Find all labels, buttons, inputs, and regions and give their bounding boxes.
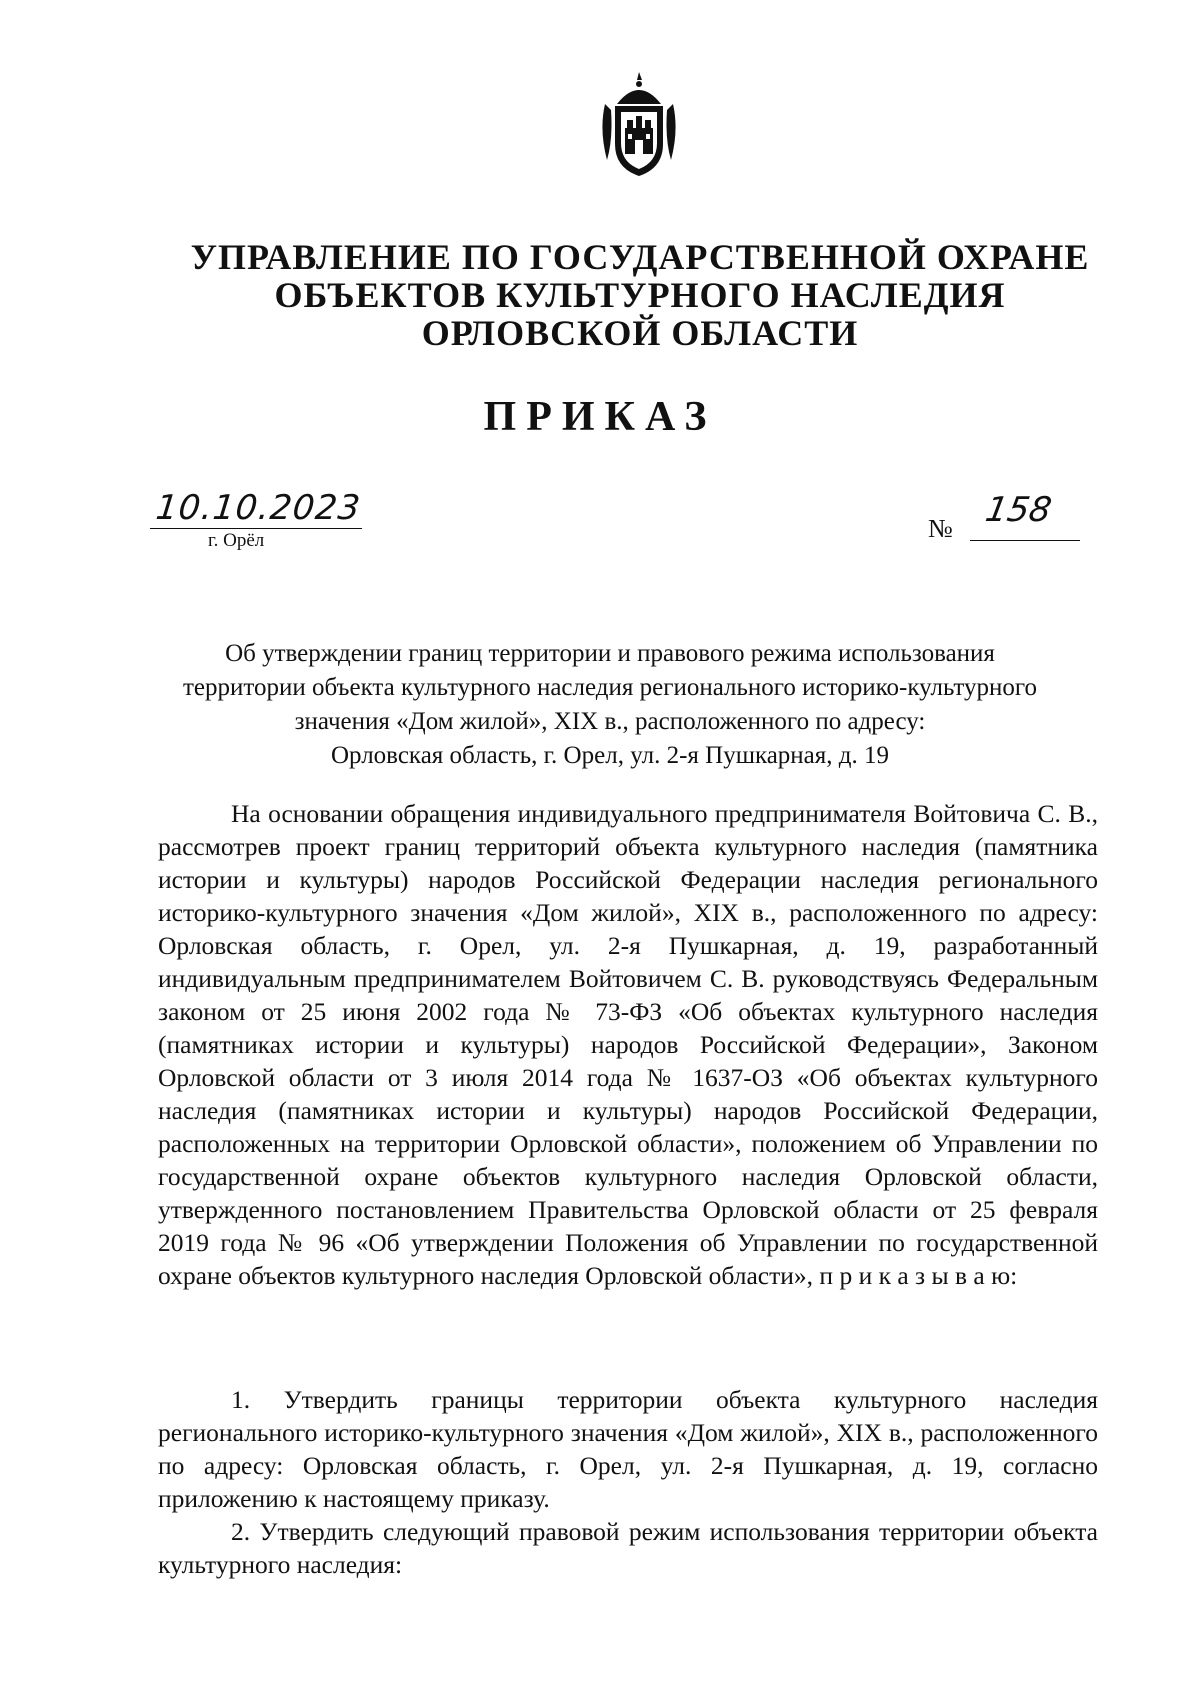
subject-line-3: значения «Дом жилой», XIX в., расположенного по адресу:	[294, 708, 926, 735]
preamble-paragraph: На основании обращения индивидуального предпринимателя Войтовича С. В., рассмотрев проект границ территорий объекта культурного наследия (памятника истории и культуры) народов Российской Федерации наследия регионального историко-культурного значения «Дом жилой», XIX в., расположенного по адресу: Орловская область, г. Орел, ул. 2-я Пушкарная, д. 19, разработанный индивидуальным предпринимателем Войтовичем С. В. руководствуясь Федеральным законом от 25 июня 2002 года № 73-ФЗ «Об объектах культурного наследия (памятниках истории и культуры) народов Российской Федерации», Законом Орловской области от 3 июля 2014 года № 1637-ОЗ «Об объектах культурного наследия (памятниках истории и культуры) народов Российской Федерации, расположенных на территории Орловской области», положением об Управлении по государственной охране объектов культурного наследия Орловской области, утвержденного постановлением Правительства Орловской области от 25 февраля 2019 года № 96 «Об утверждении Положения об Управлении по государственной охране объектов культурного наследия Орловской области», п р и к а з ы в а ю:	[158, 799, 1098, 1290]
date-underline	[150, 528, 362, 529]
subject-line-1: Об утверждении границ территории и правового режима использования	[225, 640, 995, 667]
preamble-section	[158, 797, 1098, 1292]
order-item-2: 2. Утвердить следующий правовой режим использования территории объекта культурного наследия:	[158, 1517, 1098, 1579]
subject-line-4: Орловская область, г. Орел, ул. 2-я Пушкарная, д. 19	[330, 742, 890, 769]
subject-line-2: территории объекта культурного наследия регионального историко-культурного	[182, 674, 1038, 701]
document-date: 10.10.2023	[153, 488, 363, 528]
number-sign: №	[928, 514, 953, 543]
coat-of-arms-emblem	[597, 70, 681, 180]
organization-name-line-3: ОРЛОВСКОЙ ОБЛАСТИ	[421, 313, 859, 353]
document-city: г. Орёл	[208, 530, 265, 551]
organization-name-line-2: ОБЪЕКТОВ КУЛЬТУРНОГО НАСЛЕДИЯ	[274, 275, 1006, 315]
order-item-1: 1. Утвердить границы территории объекта культурного наследия регионального историко-культурного значения «Дом жилой», XIX в., расположенного по адресу: Орловская область, г. Орел, ул. 2-я Пушкарная, д. 19, согласно приложению к настоящему приказу.	[158, 1385, 1098, 1513]
document-type-title: ПРИКАЗ	[483, 394, 717, 440]
document-number: 158	[982, 490, 1055, 530]
order-items-section	[158, 1383, 1098, 1581]
organization-name	[160, 238, 1120, 352]
number-underline	[970, 540, 1080, 541]
organization-name-line-1: УПРАВЛЕНИЕ ПО ГОСУДАРСТВЕННОЙ ОХРАНЕ	[190, 237, 1090, 277]
document-subject	[140, 637, 1080, 773]
